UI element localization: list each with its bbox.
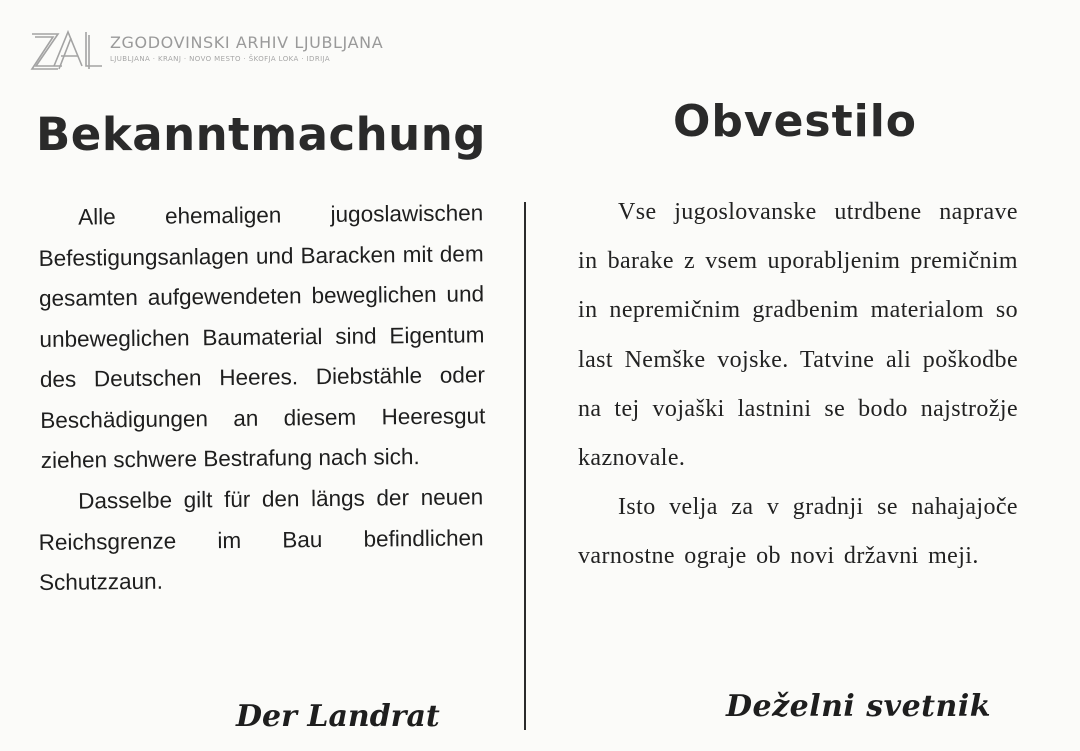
german-column [38, 198, 486, 603]
slovene-column [578, 188, 1018, 582]
german-signature: Der Landrat [236, 699, 440, 734]
archive-logo-icon [28, 26, 104, 72]
column-divider [524, 202, 526, 730]
german-title: Bekanntmachung [36, 108, 486, 161]
german-paragraph-1: Alle ehemaligen jugoslawischen Befestigungsanlagen und Baracken mit dem gesamten aufgewendeten beweglichen und unbeweglichen Baumaterial sind Eigentum des Deutschen Heeres. Diebstähle oder Beschädigungen an diesem Heeresgut ziehen schwere Bestrafung nach sich. [38, 200, 486, 473]
slovene-title: Obvestilo [673, 96, 918, 147]
german-paragraph-2: Dasselbe gilt für den längs der neuen Reichsgrenze im Bau befindlichen Schutzzaun. [38, 483, 484, 595]
slovene-paragraph-2: Isto velja za v gradnji se nahajajoče varnostne ograje ob novi državni meji. [578, 494, 1018, 570]
archive-name: ZGODOVINSKI ARHIV LJUBLJANA [110, 33, 384, 52]
archive-locations: LJUBLJANA · KRANJ · NOVO MESTO · ŠKOFJA LOKA · IDRIJA [110, 55, 331, 63]
slovene-signature: Deželni svetnik [726, 689, 992, 724]
archive-watermark [28, 26, 383, 76]
svg-text:ZAL: ZAL [28, 26, 30, 27]
slovene-paragraph-1: Vse jugoslovanske utrdbene naprave in barake z vsem uporabljenim premičnim in nepremičnim gradbenim materialom so last Nemške vojske. Tatvine ali poškodbe na tej vojaški lastnini se bodo najstrožje kaznovale. [578, 199, 1018, 472]
